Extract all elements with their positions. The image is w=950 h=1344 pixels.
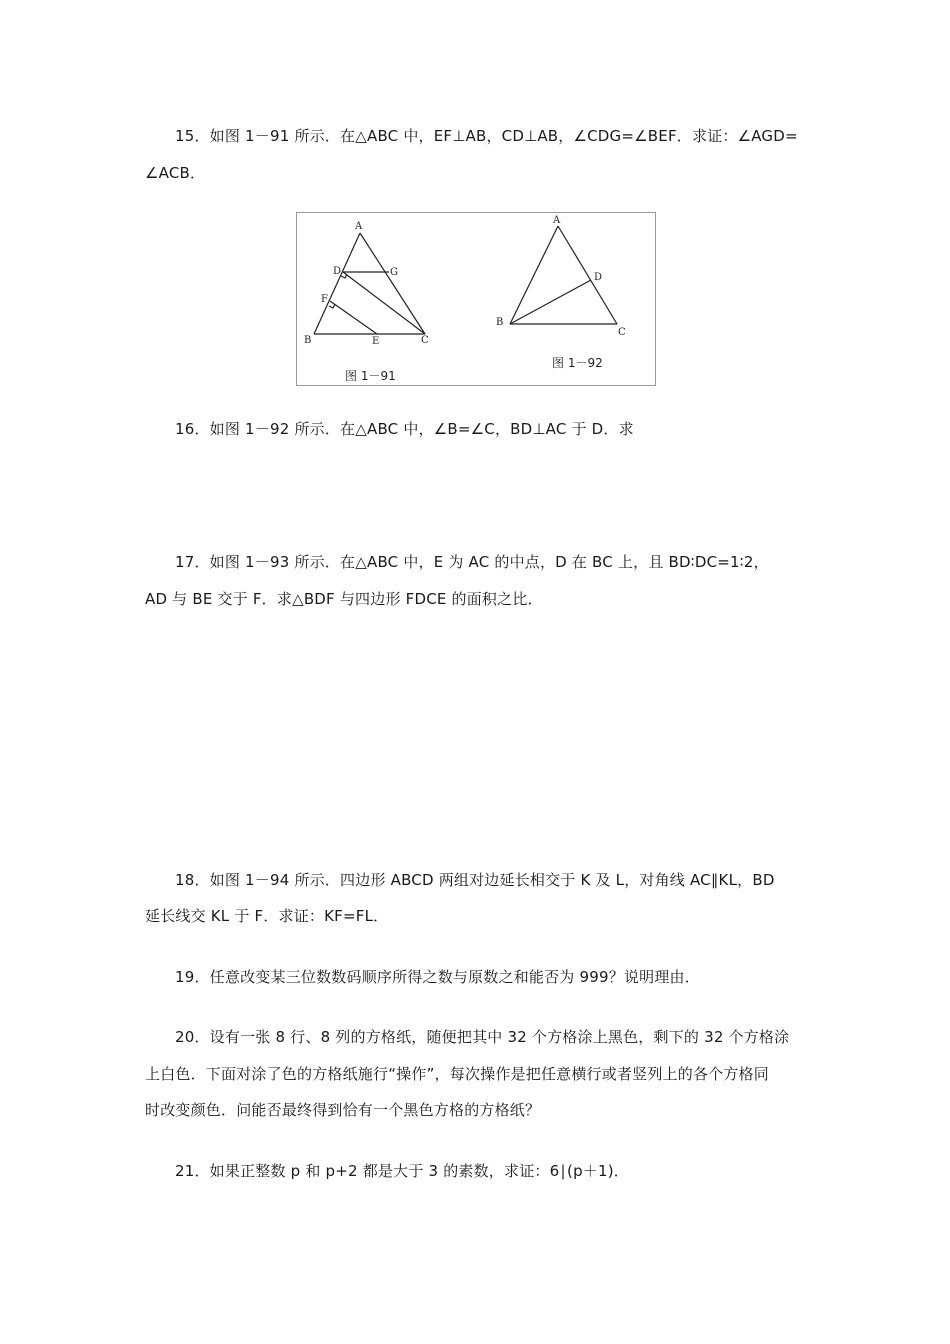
problem-17-line-2: AD 与 BE 交于 F．求△BDF 与四边形 FDCE 的面积之比． xyxy=(145,590,543,608)
fig91-label-e: E xyxy=(372,336,380,347)
problem-19-line-1: 19．任意改变某三位数数码顺序所得之数与原数之和能否为 999？说明理由． xyxy=(175,968,700,986)
fig91-segment-ac xyxy=(360,233,425,334)
problem-15-line-1: 15．如图 1－91 所示．在△ABC 中，EF⊥AB，CD⊥AB，∠CDG=∠BEF．求证：∠AGD= xyxy=(175,127,798,145)
problem-17-line-1: 17．如图 1－93 所示．在△ABC 中，E 为 AC 的中点，D 在 BC 上，且 BD∶DC=1∶2， xyxy=(175,553,769,571)
fig91-segment-dc xyxy=(343,272,425,334)
problem-18-line-2: 延长线交 KL 于 F．求证：KF=FL． xyxy=(145,907,389,925)
figures-svg xyxy=(297,213,655,385)
fig91-segment-ab xyxy=(314,233,360,334)
fig91-label-b: B xyxy=(304,335,312,346)
fig91-right-angle-f xyxy=(329,304,335,308)
fig91-label-c: C xyxy=(421,335,429,346)
problem-15-line-2: ∠ACB． xyxy=(145,164,206,182)
fig92-segment-bd xyxy=(510,280,591,324)
problem-20-line-3: 时改变颜色．问能否最终得到恰有一个黑色方格的方格纸？ xyxy=(145,1101,541,1119)
fig92-caption: 图 1－92 xyxy=(552,356,603,370)
problem-21-line-1: 21．如果正整数 p 和 p+2 都是大于 3 的素数，求证：6∣(p＋1)． xyxy=(175,1162,630,1180)
problem-16-line-1: 16．如图 1－92 所示．在△ABC 中，∠B=∠C，BD⊥AC 于 D．求 xyxy=(175,420,634,438)
fig92-label-b: B xyxy=(496,317,504,328)
fig92-segment-ab xyxy=(510,226,558,324)
fig91-label-a: A xyxy=(355,221,363,232)
fig92-label-d: D xyxy=(594,272,603,283)
fig91-right-angle-d xyxy=(341,274,347,278)
fig91-label-f: F xyxy=(321,294,328,305)
fig91-label-g: G xyxy=(390,267,398,278)
fig92-label-a: A xyxy=(553,215,561,226)
fig91-caption: 图 1－91 xyxy=(345,369,396,383)
fig92-segment-ac xyxy=(558,226,617,324)
problem-20-line-2: 上白色．下面对涂了色的方格纸施行“操作”，每次操作是把任意横行或者竖列上的各个方格同 xyxy=(145,1065,769,1083)
problem-18-line-1: 18．如图 1－94 所示．四边形 ABCD 两组对边延长相交于 K 及 L，对角线 AC∥KL，BD xyxy=(175,871,775,889)
fig91-label-d: D xyxy=(333,266,342,277)
problem-20-line-1: 20．设有一张 8 行、8 列的方格纸，随便把其中 32 个方格涂上黑色，剩下的 32 个方格涂 xyxy=(175,1028,790,1046)
figure-panel xyxy=(296,212,656,386)
figure-1-91 xyxy=(314,233,425,334)
fig91-segment-fe xyxy=(330,301,377,334)
fig92-label-c: C xyxy=(618,327,626,338)
